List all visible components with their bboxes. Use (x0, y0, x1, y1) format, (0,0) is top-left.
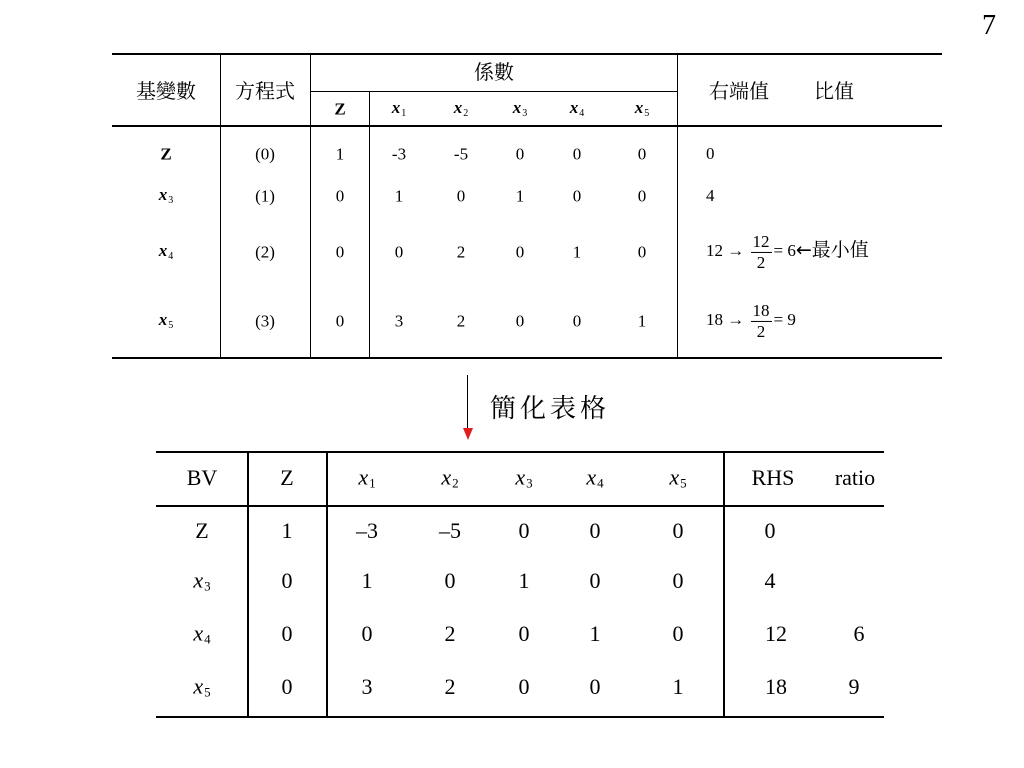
header-col-x1: $x_1$ (358, 464, 376, 491)
header-col-x4: $x_4$ (569, 98, 585, 119)
z-cell: 1 (281, 518, 293, 543)
row-basic-variable: Z (160, 144, 172, 164)
coef-cell: 1 (515, 186, 525, 206)
row-basic-variable: Z (195, 518, 209, 543)
coef-cell: 1 (361, 568, 373, 593)
table2-top-rule (156, 451, 884, 453)
rhs-value: 4 (764, 568, 776, 593)
header-col-x3: $x_3$ (512, 98, 528, 119)
coef-cell: 0 (572, 144, 582, 164)
header-rhs: 右端值 (709, 79, 769, 103)
rhs-ratio-expression: 18 → $\frac{18}{2}$ = 9 (706, 300, 796, 341)
rhs-value: 18 (765, 674, 787, 699)
coef-cell: 0 (572, 311, 582, 331)
coef-cell: 0 (672, 568, 684, 593)
coef-cell: 0 (589, 674, 601, 699)
coef-cell: 0 (518, 674, 530, 699)
coef-cell: -5 (453, 144, 469, 164)
header-coefficients: 係數 (474, 60, 514, 84)
header-col-x5: $x_5$ (634, 98, 650, 119)
table1-header-rule (112, 125, 942, 127)
simplex-table-original (112, 53, 942, 359)
down-arrow-line (467, 375, 468, 429)
coef-cell: 1 (672, 674, 684, 699)
coef-cell: 0 (361, 621, 373, 646)
row-basic-variable: $x_5$ (193, 673, 211, 700)
coef-cell: 0 (672, 518, 684, 543)
coef-cell: 1 (589, 621, 601, 646)
rhs-ratio-expression: 12 → $\frac{12}{2}$ = 6←最小值 (706, 231, 869, 272)
coef-cell: 0 (335, 242, 345, 262)
table1-coef-group-rule (310, 91, 677, 92)
coef-cell: 0 (394, 242, 404, 262)
row-equation: (2) (255, 242, 275, 262)
coef-cell: –3 (356, 518, 378, 543)
table1-divider (677, 53, 678, 359)
table2-bottom-rule (156, 716, 884, 718)
coef-cell: 0 (515, 242, 525, 262)
header-col-x5: $x_5$ (669, 464, 687, 491)
row-equation: (1) (255, 186, 275, 206)
row-equation: (0) (255, 144, 275, 164)
coef-cell: 2 (444, 621, 456, 646)
table1-divider (310, 53, 311, 359)
coef-cell: 0 (637, 242, 647, 262)
simplified-table-caption: 簡化表格 (490, 394, 611, 424)
coef-cell: 1 (637, 311, 647, 331)
header-col-z: Z (334, 99, 346, 119)
table1-top-rule (112, 53, 942, 55)
row-equation: (3) (255, 311, 275, 331)
coef-cell: 2 (456, 242, 466, 262)
coef-cell: 2 (456, 311, 466, 331)
z-cell: 0 (281, 621, 293, 646)
header-col-x3: $x_3$ (515, 464, 533, 491)
header-col-x1: $x_1$ (391, 98, 407, 119)
rhs-value: 0 (706, 144, 715, 163)
page-number: 7 (982, 10, 996, 41)
row-basic-variable: $x_5$ (158, 310, 174, 331)
ratio-fraction: $\frac{18}{2}$ (752, 300, 770, 341)
rhs-value: 0 (764, 518, 776, 543)
coef-cell: 0 (637, 186, 647, 206)
coef-cell: -3 (391, 144, 407, 164)
rhs-value: 4 (706, 186, 715, 205)
header-bv: BV (186, 465, 218, 490)
table2-header-rule (156, 505, 884, 507)
ratio-fraction: $\frac{12}{2}$ (752, 231, 770, 272)
header-col-x2: $x_2$ (441, 464, 459, 491)
coef-cell: 0 (335, 311, 345, 331)
row-basic-variable: $x_4$ (158, 241, 174, 262)
coef-cell: 0 (672, 621, 684, 646)
table1-bottom-rule (112, 357, 942, 359)
coef-cell: 3 (361, 674, 373, 699)
coef-cell: 1 (572, 242, 582, 262)
ratio-value: 9 (848, 674, 860, 699)
coef-cell: 0 (589, 568, 601, 593)
row-basic-variable: $x_3$ (193, 567, 211, 594)
header-col-z: Z (280, 465, 294, 490)
coef-cell: –5 (439, 518, 461, 543)
coef-cell: 0 (518, 621, 530, 646)
table2-divider (326, 451, 328, 718)
coef-cell: 1 (394, 186, 404, 206)
coef-cell: 3 (394, 311, 404, 331)
coef-cell: 0 (515, 144, 525, 164)
header-rhs: RHS (751, 465, 795, 490)
table2-divider (247, 451, 249, 718)
coef-cell: 2 (444, 674, 456, 699)
coef-cell: 0 (572, 186, 582, 206)
coef-cell: 0 (518, 518, 530, 543)
coef-cell: 0 (637, 144, 647, 164)
coef-cell: 0 (335, 186, 345, 206)
header-ratio: ratio (834, 465, 876, 490)
z-cell: 0 (281, 674, 293, 699)
rhs-value: 12 (765, 621, 787, 646)
header-col-x2: $x_2$ (453, 98, 469, 119)
header-col-x4: $x_4$ (586, 464, 604, 491)
coef-cell: 0 (589, 518, 601, 543)
coef-cell: 0 (515, 311, 525, 331)
header-basic-variable: 基變數 (136, 79, 196, 103)
table2-divider (723, 451, 725, 718)
arrow-down-icon (463, 428, 473, 440)
table1-divider (369, 91, 370, 359)
header-ratio: 比值 (814, 79, 854, 103)
arrow-right-icon: → (727, 240, 745, 260)
row-basic-variable: $x_3$ (158, 185, 174, 206)
header-equation: 方程式 (235, 79, 295, 103)
coef-cell: 1 (335, 144, 345, 164)
simplex-table-simplified (156, 451, 884, 718)
row-basic-variable: $x_4$ (193, 620, 211, 647)
z-cell: 0 (281, 568, 293, 593)
coef-cell: 0 (456, 186, 466, 206)
ratio-value: 6 (853, 621, 865, 646)
coef-cell: 1 (518, 568, 530, 593)
minimum-value-note: ←最小值 (795, 238, 869, 261)
table1-divider (220, 53, 221, 359)
arrow-right-icon: → (727, 309, 745, 329)
coef-cell: 0 (444, 568, 456, 593)
